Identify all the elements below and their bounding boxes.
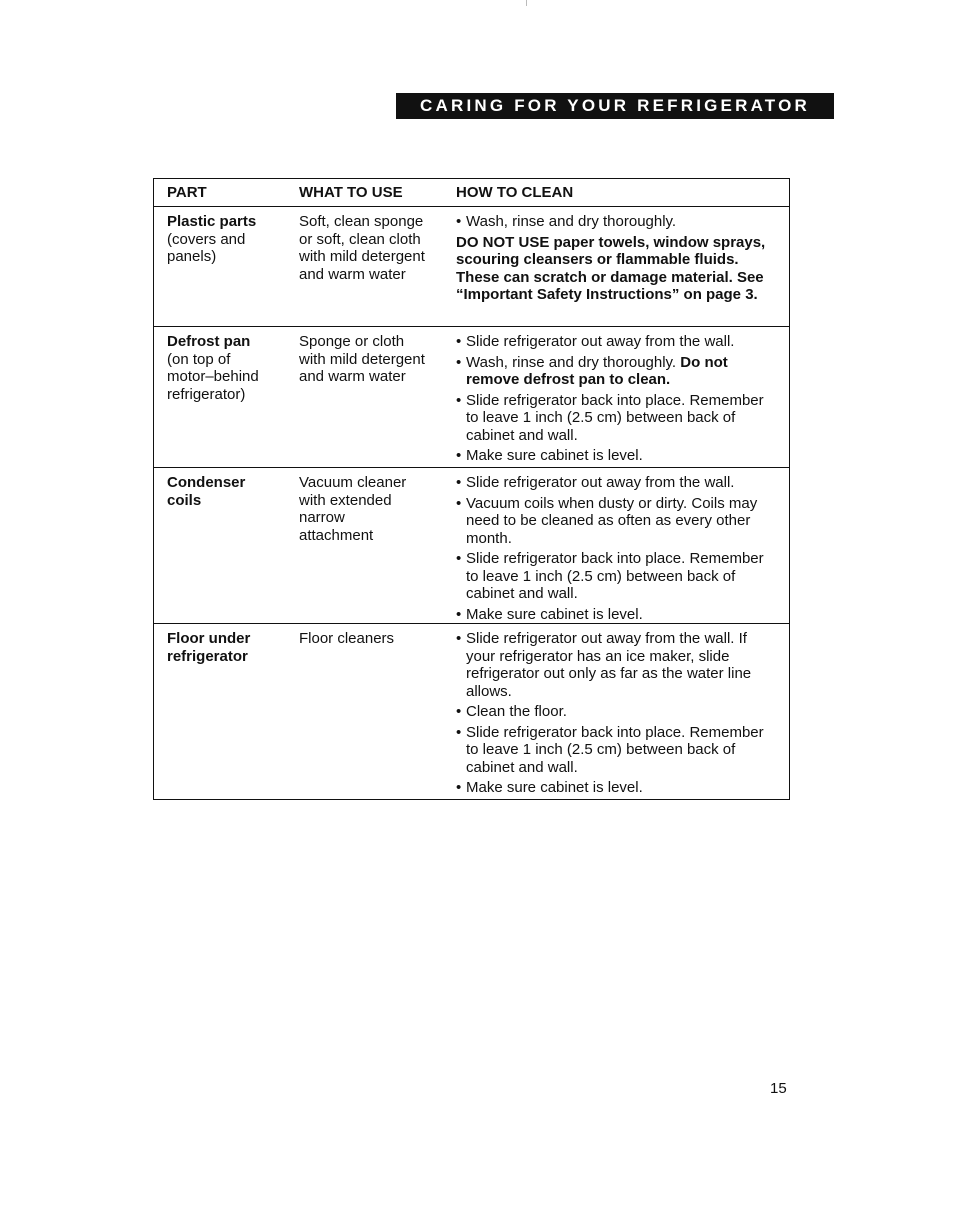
table-header bbox=[154, 179, 789, 207]
part-name: Defrost pan bbox=[167, 333, 251, 350]
table-row bbox=[154, 327, 789, 468]
list-item: • Slide refrigerator out away from the wall. bbox=[456, 333, 735, 350]
column-header-what-to-use: WHAT TO USE bbox=[299, 184, 403, 201]
bullet-icon: • bbox=[456, 779, 462, 796]
bullet-icon: • bbox=[456, 474, 462, 491]
part-note: (covers and panels) bbox=[167, 230, 246, 265]
list-item: • Wash, rinse and dry thoroughly. bbox=[456, 213, 677, 230]
list-item: • Slide refrigerator back into place. Remember to leave 1 inch (2.5 cm) between back of cabinet and wall. bbox=[456, 550, 764, 602]
bullet-icon: • bbox=[456, 703, 462, 720]
bullet-icon: • bbox=[456, 605, 462, 623]
part-cell bbox=[154, 207, 299, 326]
bullet-icon: • bbox=[456, 213, 462, 230]
list-item: • Slide refrigerator out away from the wall. If your refrigerator has an ice maker, slide refrigerator out only as far as the water line allows. bbox=[456, 630, 752, 700]
part-name: Condenser coils bbox=[167, 474, 246, 509]
bullet-icon: • bbox=[456, 391, 462, 409]
list-item: • Vacuum coils when dusty or dirty. Coils may need to be cleaned as often as every other month. bbox=[456, 494, 758, 547]
what-to-use-cell: Soft, clean sponge or soft, clean cloth with mild detergent and warm water bbox=[299, 213, 425, 283]
bold-tail: Do not remove defrost pan to clean. bbox=[466, 353, 728, 388]
part-cell bbox=[154, 468, 299, 623]
what-to-use-cell: Vacuum cleaner with extended narrow attachment bbox=[299, 474, 407, 544]
list-item: • Make sure cabinet is level. bbox=[456, 779, 643, 796]
crop-mark bbox=[526, 0, 527, 6]
list-item: • Slide refrigerator back into place. Remember to leave 1 inch (2.5 cm) between back of cabinet and wall. bbox=[456, 723, 764, 776]
what-to-use-cell: Sponge or cloth with mild detergent and warm water bbox=[299, 333, 425, 385]
page-number: 15 bbox=[770, 1080, 787, 1097]
bullet-icon: • bbox=[456, 550, 462, 567]
what-to-use-cell: Floor cleaners bbox=[299, 630, 395, 647]
bullet-icon: • bbox=[456, 333, 462, 350]
bullet-icon: • bbox=[456, 353, 462, 371]
how-to-clean-cell bbox=[456, 624, 789, 799]
table-row bbox=[154, 207, 789, 327]
part-cell bbox=[154, 624, 299, 799]
column-header-how-to-clean: HOW TO CLEAN bbox=[456, 184, 574, 201]
list-item: • Wash, rinse and dry thoroughly. Do not remove defrost pan to clean. bbox=[456, 353, 728, 388]
part-cell bbox=[154, 327, 299, 467]
list-item: • Slide refrigerator back into place. Remember to leave 1 inch (2.5 cm) between back of cabinet and wall. bbox=[456, 391, 764, 444]
table-row bbox=[154, 624, 789, 799]
bullet-icon: • bbox=[456, 723, 462, 741]
bullet-icon: • bbox=[456, 447, 462, 464]
how-to-clean-cell bbox=[456, 207, 789, 326]
how-to-clean-cell bbox=[456, 327, 789, 467]
column-header-part: PART bbox=[167, 184, 207, 201]
part-note: (on top of motor–behind refrigerator) bbox=[167, 350, 259, 403]
list-item: • Make sure cabinet is level. bbox=[456, 605, 643, 623]
list-item: • Clean the floor. bbox=[456, 703, 567, 720]
part-name: Plastic parts bbox=[167, 213, 257, 230]
warning-text: DO NOT USE paper towels, window sprays, scouring cleansers or flammable fluids. These can scratch or damage material. See “Important Safety Instructions” on page 3. bbox=[456, 233, 766, 303]
section-header: CARING FOR YOUR REFRIGERATOR bbox=[396, 93, 834, 119]
table-row bbox=[154, 468, 789, 624]
part-name: Floor under refrigerator bbox=[167, 630, 251, 665]
cleaning-table bbox=[153, 178, 790, 800]
bullet-icon: • bbox=[456, 494, 462, 512]
list-item: • Slide refrigerator out away from the wall. bbox=[456, 474, 735, 491]
how-to-clean-cell bbox=[456, 468, 789, 623]
list-item: • Make sure cabinet is level. bbox=[456, 447, 643, 464]
bullet-icon: • bbox=[456, 630, 462, 647]
